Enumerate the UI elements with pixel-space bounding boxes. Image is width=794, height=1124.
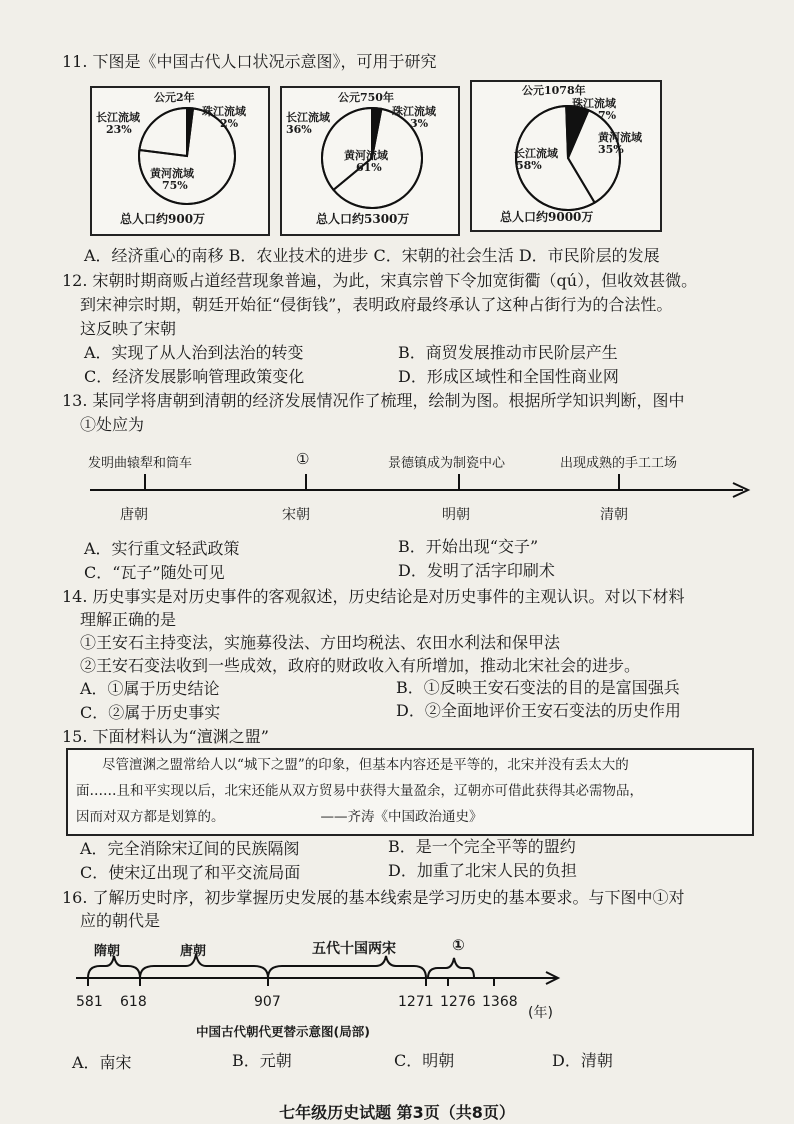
q14-material-2: ②王安石变法收到一些成效，政府的财政收入有所增加，推动北宋社会的进步。: [80, 656, 641, 675]
q15-option-b: B．是一个完全平等的盟约: [388, 837, 576, 856]
q16-caption: 中国古代朝代更替示意图(局部): [196, 1024, 370, 1039]
q13-option-d: D．发明了活字印刷术: [398, 561, 555, 580]
q13-option-c: C．“瓦子”随处可见: [84, 563, 225, 582]
q15-quote-line3: 因而对双方都是划算的。 ——齐涛《中国政治通史》: [76, 809, 483, 825]
pie-1-total: 总人口约900万: [120, 212, 206, 226]
q13-event-0: 发明曲辕犁和筒车: [88, 456, 193, 471]
q14-line1: 14. 历史事实是对历史事件的客观叙述，历史结论是对历史事件的主观认识。对以下材料: [62, 587, 685, 606]
pie-3-label-2: 长江流域 58%: [514, 147, 558, 172]
q13-dynasty-1: 宋朝: [282, 507, 310, 523]
q16-year-907: 907: [254, 994, 281, 1010]
q16-label-sui: 隋朝: [94, 944, 121, 959]
q13-dynasty-0: 唐朝: [120, 507, 148, 523]
q13-option-a: A．实行重文轻武政策: [84, 539, 240, 558]
q12-option-c: C．经济发展影响管理政策变化: [84, 367, 305, 386]
q16-year-1271: 1271: [398, 994, 434, 1010]
q16-line2: 应的朝代是: [80, 911, 161, 930]
q15-source: ——齐涛《中国政治通史》: [320, 809, 483, 825]
q16-brace-song: [268, 956, 426, 978]
q14-option-a: A．①属于历史结论: [80, 679, 220, 698]
q16-brace-1: [428, 958, 474, 978]
pie-2-label-1: 珠江流域 3%: [392, 105, 436, 130]
page-footer: 七年级历史试题 第3页（共8页）: [279, 1103, 515, 1122]
q12-line2: 到宋神宗时期，朝廷开始征“侵街钱”，表明政府最终承认了这种占街行为的合法性。: [80, 295, 673, 314]
q13-event-2: 景德镇成为制瓷中心: [388, 456, 506, 471]
q16-option-d: D．清朝: [552, 1051, 613, 1070]
q16-year-1368: 1368: [482, 994, 518, 1010]
pie-chart-3: [470, 80, 662, 232]
q16-label-1: ①: [452, 936, 465, 954]
q15-quote-line2: 面……且和平实现以后，北宋还能从双方贸易中获得大量盈余，辽朝亦可借此获得其必需物品，: [76, 783, 643, 799]
q16-option-a: A．南宋: [72, 1053, 132, 1072]
q16-year-unit: (年): [528, 1005, 553, 1021]
q13-event-3: 出现成熟的手工工场: [560, 456, 678, 471]
q16-brace-sui: [88, 956, 140, 978]
q13-line1: 13. 某同学将唐朝到清朝的经济发展情况作了梳理，绘制为图。根据所学知识判断，图中: [62, 391, 685, 410]
q16-timeline: [76, 932, 576, 1052]
q14-option-c: C．②属于历史事实: [80, 703, 221, 722]
q16-label-tang: 唐朝: [180, 944, 207, 959]
q13-line2: ①处应为: [80, 415, 145, 434]
q12-option-d: D．形成区域性和全国性商业网: [398, 367, 619, 386]
q16-option-b: B．元朝: [232, 1051, 292, 1070]
q16-option-c: C．明朝: [394, 1051, 455, 1070]
pie-3-label-0: 珠江流域 7%: [572, 97, 617, 122]
q11-options: A．经济重心的南移 B．农业技术的进步 C．宋朝的社会生活 D．市民阶层的发展: [84, 246, 660, 265]
pie-chart-2: [280, 86, 460, 236]
pie-3-label-1: 黄河流域 35%: [598, 131, 642, 156]
q16-year-618: 618: [120, 994, 147, 1010]
q15-stem: 15. 下面材料认为“澶渊之盟”: [62, 727, 269, 746]
pie-2-year: 公元750年: [338, 91, 394, 104]
q16-label-song: 五代十国两宋: [312, 941, 396, 957]
q15-quote-line1: 尽管澶渊之盟常给人以“城下之盟”的印象，但基本内容还是平等的，北宋并没有丢太大的: [102, 757, 629, 773]
q12-line3: 这反映了宋朝: [80, 319, 177, 338]
q13-option-b: B．开始出现“交子”: [398, 537, 539, 556]
q13-event-1: ①: [296, 450, 310, 468]
pie-1-label-2: 黄河流域 75%: [150, 167, 194, 192]
pie-3-total: 总人口约9000万: [500, 210, 594, 224]
q11-stem: 11. 下图是《中国古代人口状况示意图》，可用于研究: [62, 52, 437, 71]
q13-dynasty-2: 明朝: [442, 507, 470, 523]
q14-option-d: D．②全面地评价王安石变法的历史作用: [396, 701, 681, 720]
q16-year-1276: 1276: [440, 994, 476, 1010]
q14-option-b: B．①反映王安石变法的目的是富国强兵: [396, 678, 680, 697]
pie-2-total: 总人口约5300万: [316, 212, 410, 226]
pie-3-year: 公元1078年: [522, 84, 586, 97]
q16-line1: 16. 了解历史时序，初步掌握历史发展的基本线索是学习历史的基本要求。与下图中①对: [62, 888, 685, 907]
q13-timeline: [88, 446, 758, 526]
q16-year-581: 581: [76, 994, 103, 1010]
pie-1-year: 公元2年: [154, 91, 195, 104]
q14-material-1: ①王安石主持变法，实施募役法、方田均税法、农田水利法和保甲法: [80, 633, 561, 652]
q12-line1: 12. 宋朝时期商贩占道经营现象普遍，为此，宋真宗曾下令加宽街衢（qú），但收效甚微。: [62, 271, 698, 290]
q15-quote-box: [66, 748, 754, 836]
pie-2-label-2: 黄河流域 61%: [344, 149, 388, 174]
q15-option-c: C．使宋辽出现了和平交流局面: [80, 863, 301, 882]
q13-dynasty-3: 清朝: [600, 507, 628, 523]
q12-option-a: A．实现了从人治到法治的转变: [84, 343, 304, 362]
q15-option-a: A．完全消除宋辽间的民族隔阂: [80, 839, 300, 858]
q15-option-d: D．加重了北宋人民的负担: [388, 861, 577, 880]
pie-1-label-1: 珠江流域 2%: [202, 105, 246, 130]
q14-line2: 理解正确的是: [80, 610, 177, 629]
pie-chart-1: [90, 86, 270, 236]
pie-2-label-0: 长江流域 36%: [286, 111, 330, 136]
pie-1-label-0: 长江流域 23%: [96, 111, 140, 136]
q12-option-b: B．商贸发展推动市民阶层产生: [398, 343, 618, 362]
